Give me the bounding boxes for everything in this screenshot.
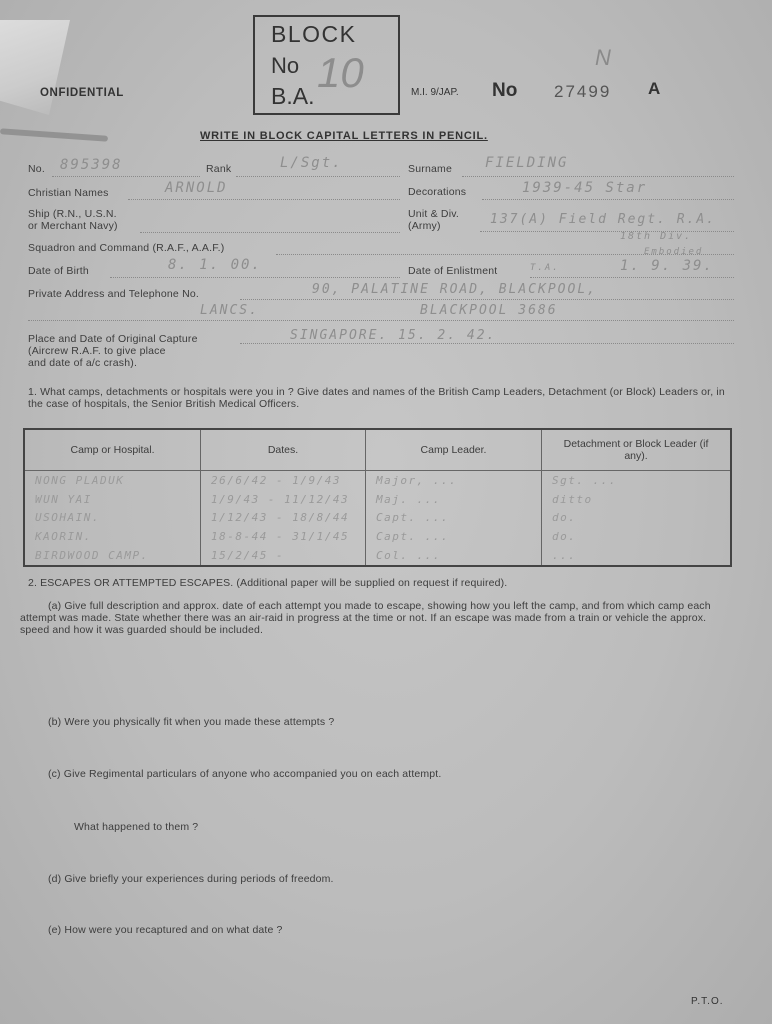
col-detachment-header: Detachment or Block Leader (if any). <box>542 429 732 471</box>
tape-fragment <box>0 20 70 115</box>
leader-cell: Capt. ... <box>366 509 542 528</box>
col-camp-header: Camp or Hospital. <box>24 429 201 471</box>
unit-value-division: 18th Div. <box>620 231 693 242</box>
question-2b: (b) Were you physically fit when you made these attempts ? <box>48 716 335 728</box>
capture-label-1: Place and Date of Original Capture <box>28 333 198 345</box>
leader-cell: Major, ... <box>366 471 542 490</box>
decorations-label: Decorations <box>408 186 467 198</box>
detachment-cell: do. <box>552 530 577 544</box>
unit-value: 137(A) Field Regt. R.A. <box>490 212 717 227</box>
enlistment-dotline <box>530 277 734 278</box>
stamp-block: BLOCK <box>271 21 357 47</box>
rank-dotline <box>236 176 400 177</box>
surname-label: Surname <box>408 163 453 175</box>
col-dates-header: Dates. <box>201 429 366 471</box>
surname-dotline <box>462 176 734 177</box>
number-label: No <box>492 80 518 101</box>
no-label: No. <box>28 163 45 175</box>
stamp-number: 10 <box>317 49 364 96</box>
no-value: 895398 <box>60 157 123 173</box>
col-camp-leader-header: Camp Leader. <box>366 429 542 471</box>
detachment-cell: do. <box>552 511 577 525</box>
camp-cell: BIRDWOOD CAMP. <box>24 546 201 566</box>
capture-value: SINGAPORE. 15. 2. 42. <box>290 328 497 343</box>
instruction-heading: WRITE IN BLOCK CAPITAL LETTERS IN PENCIL. <box>200 130 488 142</box>
address-line-2b: BLACKPOOL 3686 <box>420 303 558 318</box>
binding-string <box>0 128 108 142</box>
question-2-heading: 2. ESCAPES OR ATTEMPTED ESCAPES. (Additional paper will be supplied on request if required). <box>28 577 508 589</box>
question-2e: (e) How were you recaptured and on what date ? <box>48 924 283 936</box>
ship-label-2: or Merchant Navy) <box>28 220 118 232</box>
camps-table <box>23 428 732 567</box>
detachment-cell: ditto <box>552 492 593 506</box>
confidential-label: ONFIDENTIAL <box>40 87 124 99</box>
unit-label-1: Unit & Div. <box>408 208 460 220</box>
pto-label: P.T.O. <box>691 996 724 1007</box>
dates-cell: 15/2/45 - <box>201 546 366 566</box>
question-1: 1. What camps, detachments or hospitals were you in ? Give dates and names of the British Camp Leaders, Detachment (or Block) Leaders or, in the case of hospitals, the Senior British Medical Officers. <box>28 386 725 410</box>
camp-cell: WUN YAI <box>24 490 201 509</box>
christian-names-dotline <box>128 199 400 200</box>
dates-cell: 1/9/43 - 11/12/43 <box>201 490 366 509</box>
camp-cell: KAORIN. <box>24 527 201 546</box>
serial-suffix: A <box>648 79 661 98</box>
capture-dotline <box>240 343 734 344</box>
table-row <box>24 527 731 546</box>
leader-cell: Col. ... <box>366 546 542 566</box>
dates-cell: 18-8-44 - 31/1/45 <box>201 527 366 546</box>
detachment-cell: ... <box>552 549 577 563</box>
dates-cell: 26/6/42 - 1/9/43 <box>201 471 366 490</box>
table-row <box>24 546 731 566</box>
stamp-no: No <box>271 53 300 78</box>
decorations-value: 1939-45 Star <box>522 180 648 196</box>
capture-label-2: (Aircrew R.A.F. to give place <box>28 345 166 357</box>
squadron-label: Squadron and Command (R.A.F., A.A.F.) <box>28 242 225 254</box>
question-2c: (c) Give Regimental particulars of anyone who accompanied you on each attempt. <box>48 768 442 780</box>
enlistment-prefix: T.A. <box>530 263 560 273</box>
question-2a: (a) Give full description and approx. date of each attempt you made to escape, showing how you left the camp, and from which camp each attempt was made. State whether there was an air-raid in progress at the time or not. If an escape was made from a train or vehicle the approx. speed and how it was guarded should be included. <box>20 600 711 636</box>
dates-cell: 1/12/43 - 18/8/44 <box>201 509 366 528</box>
capture-label-3: and date of a/c crash). <box>28 357 138 369</box>
enlistment-embodied: Embodied <box>644 247 704 257</box>
address-label: Private Address and Telephone No. <box>28 288 200 300</box>
address-dotline-1 <box>240 299 734 300</box>
detachment-cell: Sgt. ... <box>552 473 617 487</box>
christian-names-value: ARNOLD <box>165 180 228 196</box>
enlistment-value: 1. 9. 39. <box>620 258 714 274</box>
leader-cell: Capt. ... <box>366 527 542 546</box>
stamp-ba: B.A. <box>271 83 315 109</box>
block-stamp <box>253 15 400 115</box>
unit-dotline <box>480 231 734 232</box>
camp-cell: NONG PLADUK <box>24 471 201 490</box>
corner-handwritten-mark: N <box>595 45 611 70</box>
question-2c-followup: What happened to them ? <box>74 821 199 833</box>
christian-names-label: Christian Names <box>28 187 109 199</box>
camps-table-header <box>24 429 731 471</box>
address-line-1: 90, PALATINE ROAD, BLACKPOOL, <box>312 282 597 297</box>
dob-label: Date of Birth <box>28 265 89 277</box>
table-row <box>24 490 731 509</box>
address-dotline-2 <box>28 320 734 321</box>
ship-dotline <box>140 232 400 233</box>
unit-label-2: (Army) <box>408 220 441 232</box>
address-line-2a: LANCS. <box>200 303 259 318</box>
question-2d: (d) Give briefly your experiences during periods of freedom. <box>48 873 334 885</box>
leader-cell: Maj. ... <box>366 490 542 509</box>
ship-label-1: Ship (R.N., U.S.N. <box>28 208 117 220</box>
camp-cell: USOHAIN. <box>24 509 201 528</box>
enlistment-label: Date of Enlistment <box>408 265 498 277</box>
dob-value: 8. 1. 00. <box>168 257 262 273</box>
mi-reference: M.I. 9/JAP. <box>411 87 459 98</box>
surname-value: FIELDING <box>485 155 569 171</box>
serial-number: 27499 <box>554 82 612 101</box>
dob-dotline <box>110 277 400 278</box>
rank-value: L/Sgt. <box>280 155 343 171</box>
table-row <box>24 471 731 490</box>
rank-label: Rank <box>206 163 232 175</box>
decorations-dotline <box>482 199 734 200</box>
table-row <box>24 509 731 528</box>
no-dotline <box>52 176 200 177</box>
